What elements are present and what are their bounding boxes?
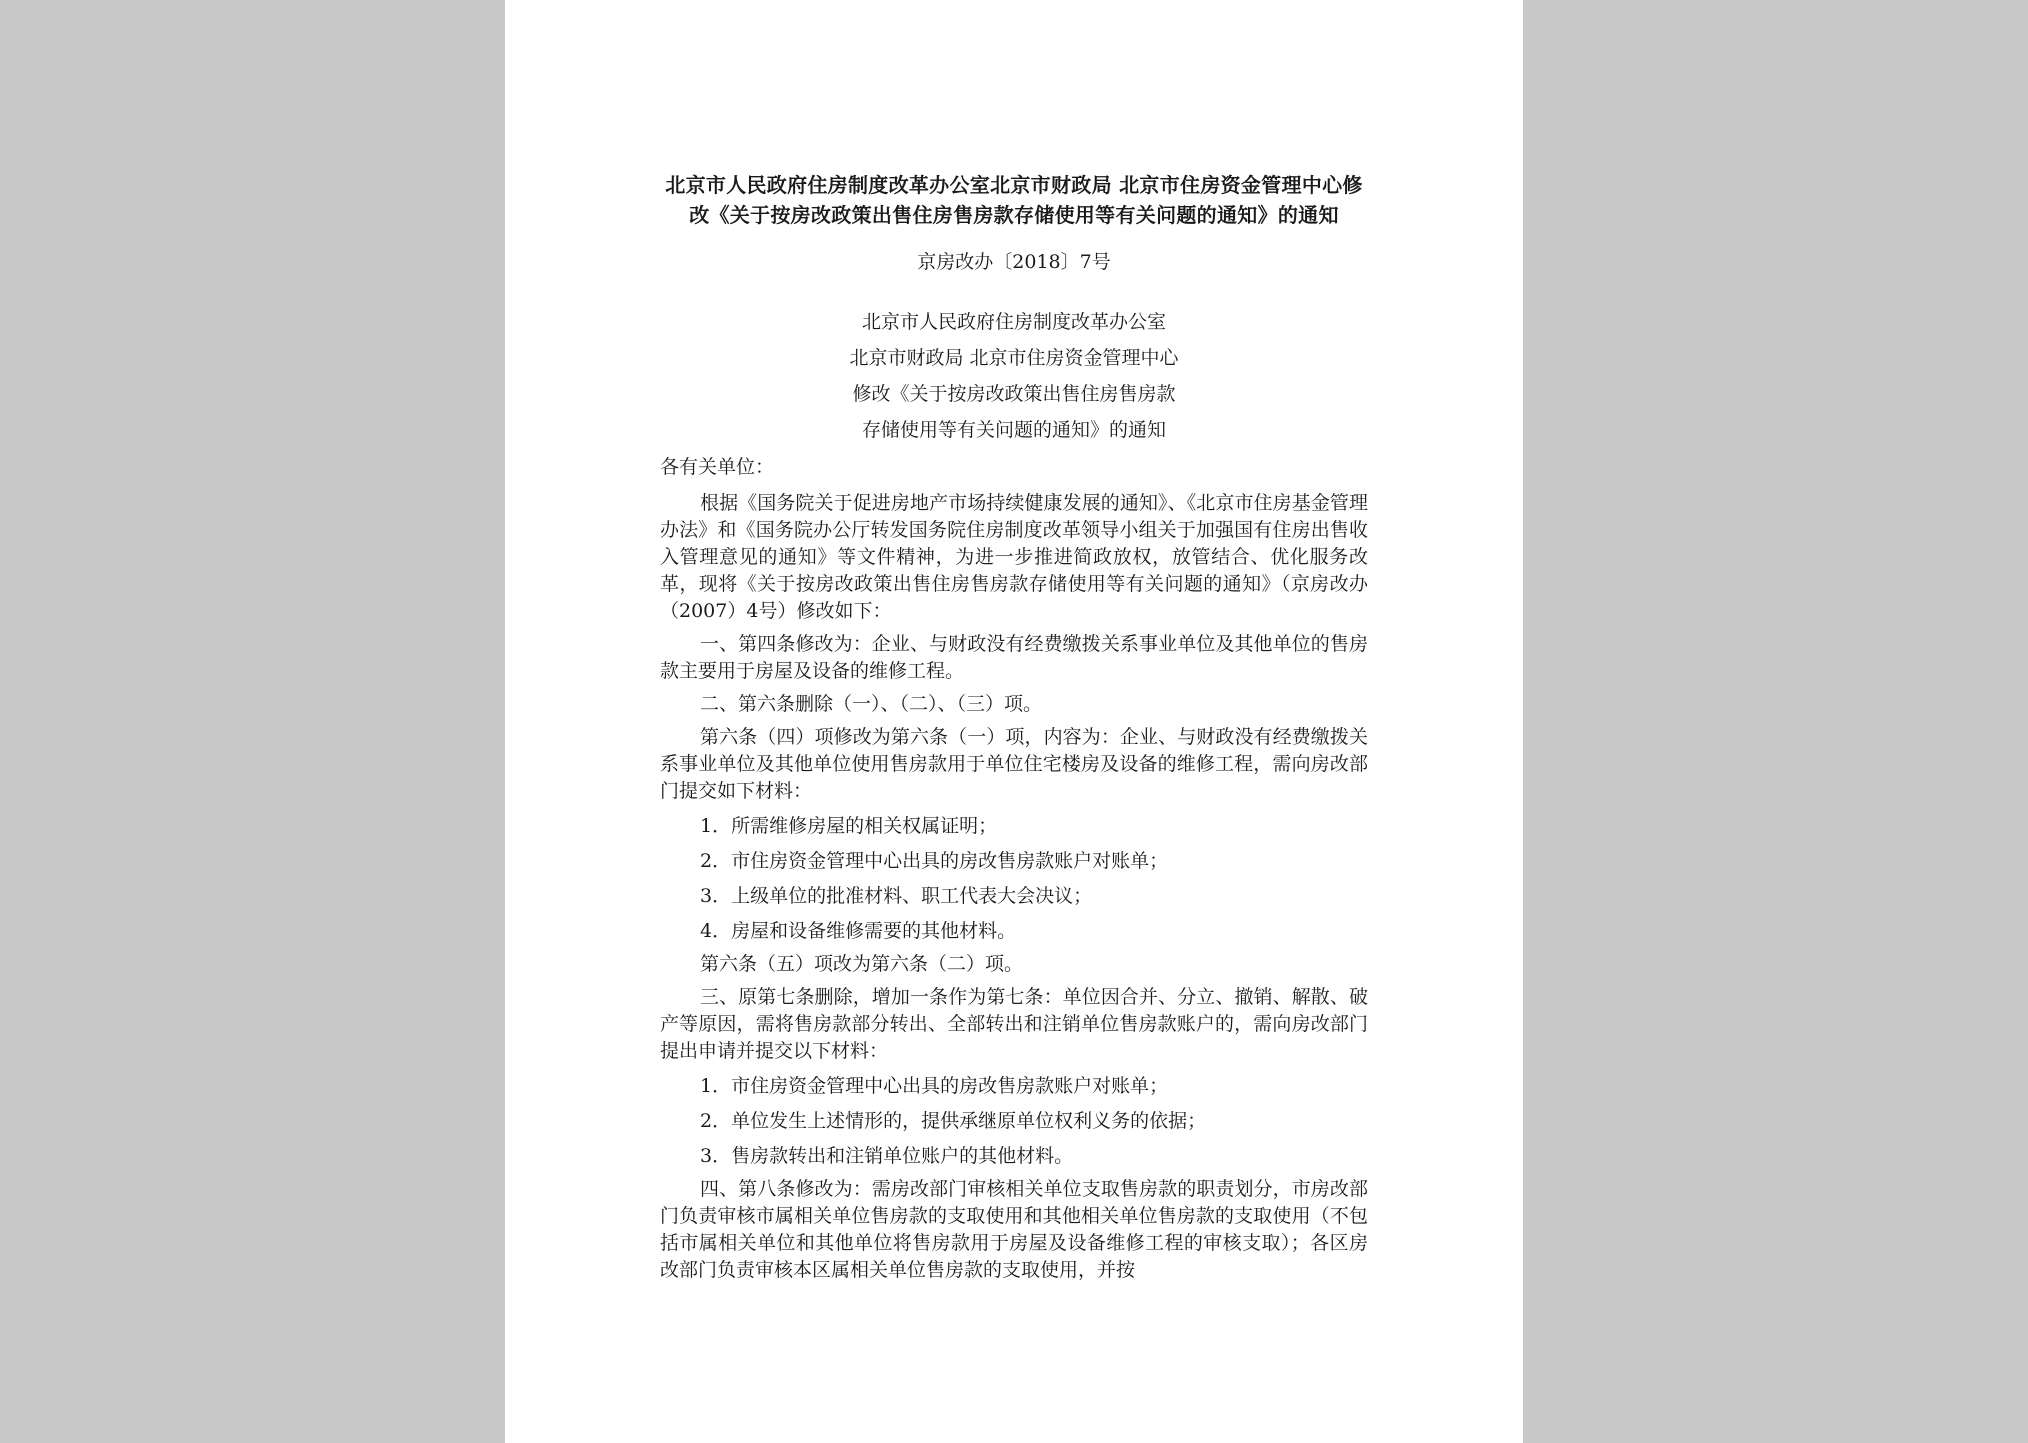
section-1-paragraph: 一、第四条修改为：企业、与财政没有经费缴拨关系事业单位及其他单位的售房款主要用于房屋及设备的维修工程。 [660, 633, 1368, 682]
list-item: 4．房屋和设备维修需要的其他材料。 [700, 920, 1017, 942]
section-2-note-paragraph: 第六条（五）项改为第六条（二）项。 [700, 953, 1024, 975]
intro-paragraph: 根据《国务院关于促进房地产市场持续健康发展的通知》、《北京市住房基金管理办法》和《国务院办公厅转发国务院住房制度改革领导小组关于加强国有住房出售收入管理意见的通知》等文件精神，为进一步推进简政放权，放管结合、优化服务改革，现将《关于按房改政策出售住房售房款存储使用等有关问题的通知》（京房改办（2007）4号）修改如下： [660, 492, 1368, 622]
section-4-paragraph: 四、第八条修改为：需房改部门审核相关单位支取售房款的职责划分，市房改部门负责审核市属相关单位售房款的支取使用和其他相关单位售房款的支取使用（不包括市属相关单位和其他单位将售房款用于房屋及设备维修工程的审核支取）；各区房改部门负责审核本区属相关单位售房款的支取使用，并按 [660, 1178, 1368, 1281]
salutation: 各有关单位： [660, 456, 775, 478]
subtitle-line: 北京市财政局 北京市住房资金管理中心 [849, 347, 1179, 369]
list-item: 1．所需维修房屋的相关权属证明； [700, 815, 998, 837]
list-item: 1．市住房资金管理中心出具的房改售房款账户对账单； [700, 1075, 1169, 1097]
section-3-paragraph: 三、原第七条删除，增加一条作为第七条：单位因合并、分立、撤销、解散、破产等原因，需将售房款部分转出、全部转出和注销单位售房款账户的，需向房改部门提出申请并提交以下材料： [660, 986, 1368, 1062]
subtitle-line: 修改《关于按房改政策出售住房售房款 [852, 383, 1176, 405]
document-page [505, 0, 1523, 1443]
list-item: 3．上级单位的批准材料、职工代表大会决议； [700, 885, 1093, 907]
list-item: 2．市住房资金管理中心出具的房改售房款账户对账单； [700, 850, 1169, 872]
document-number: 京房改办〔2018〕7号 [917, 251, 1111, 273]
list-item: 3．售房款转出和注销单位账户的其他材料。 [700, 1145, 1074, 1167]
document-content [660, 170, 1368, 1284]
list-item: 2．单位发生上述情形的，提供承继原单位权利义务的依据； [700, 1110, 1207, 1132]
document-title: 北京市人民政府住房制度改革办公室北京市财政局 北京市住房资金管理中心修改《关于按房改政策出售住房售房款存储使用等有关问题的通知》的通知 [665, 173, 1363, 227]
section-2-paragraph: 二、第六条删除（一）、（二）、（三）项。 [700, 693, 1043, 715]
subtitle-line: 北京市人民政府住房制度改革办公室 [861, 311, 1166, 333]
subtitle-block [660, 304, 1368, 448]
section-2-detail-paragraph: 第六条（四）项修改为第六条（一）项，内容为：企业、与财政没有经费缴拨关系事业单位及其他单位使用售房款用于单位住宅楼房及设备的维修工程，需向房改部门提交如下材料： [660, 726, 1368, 802]
subtitle-line: 存储使用等有关问题的通知》的通知 [861, 419, 1166, 441]
